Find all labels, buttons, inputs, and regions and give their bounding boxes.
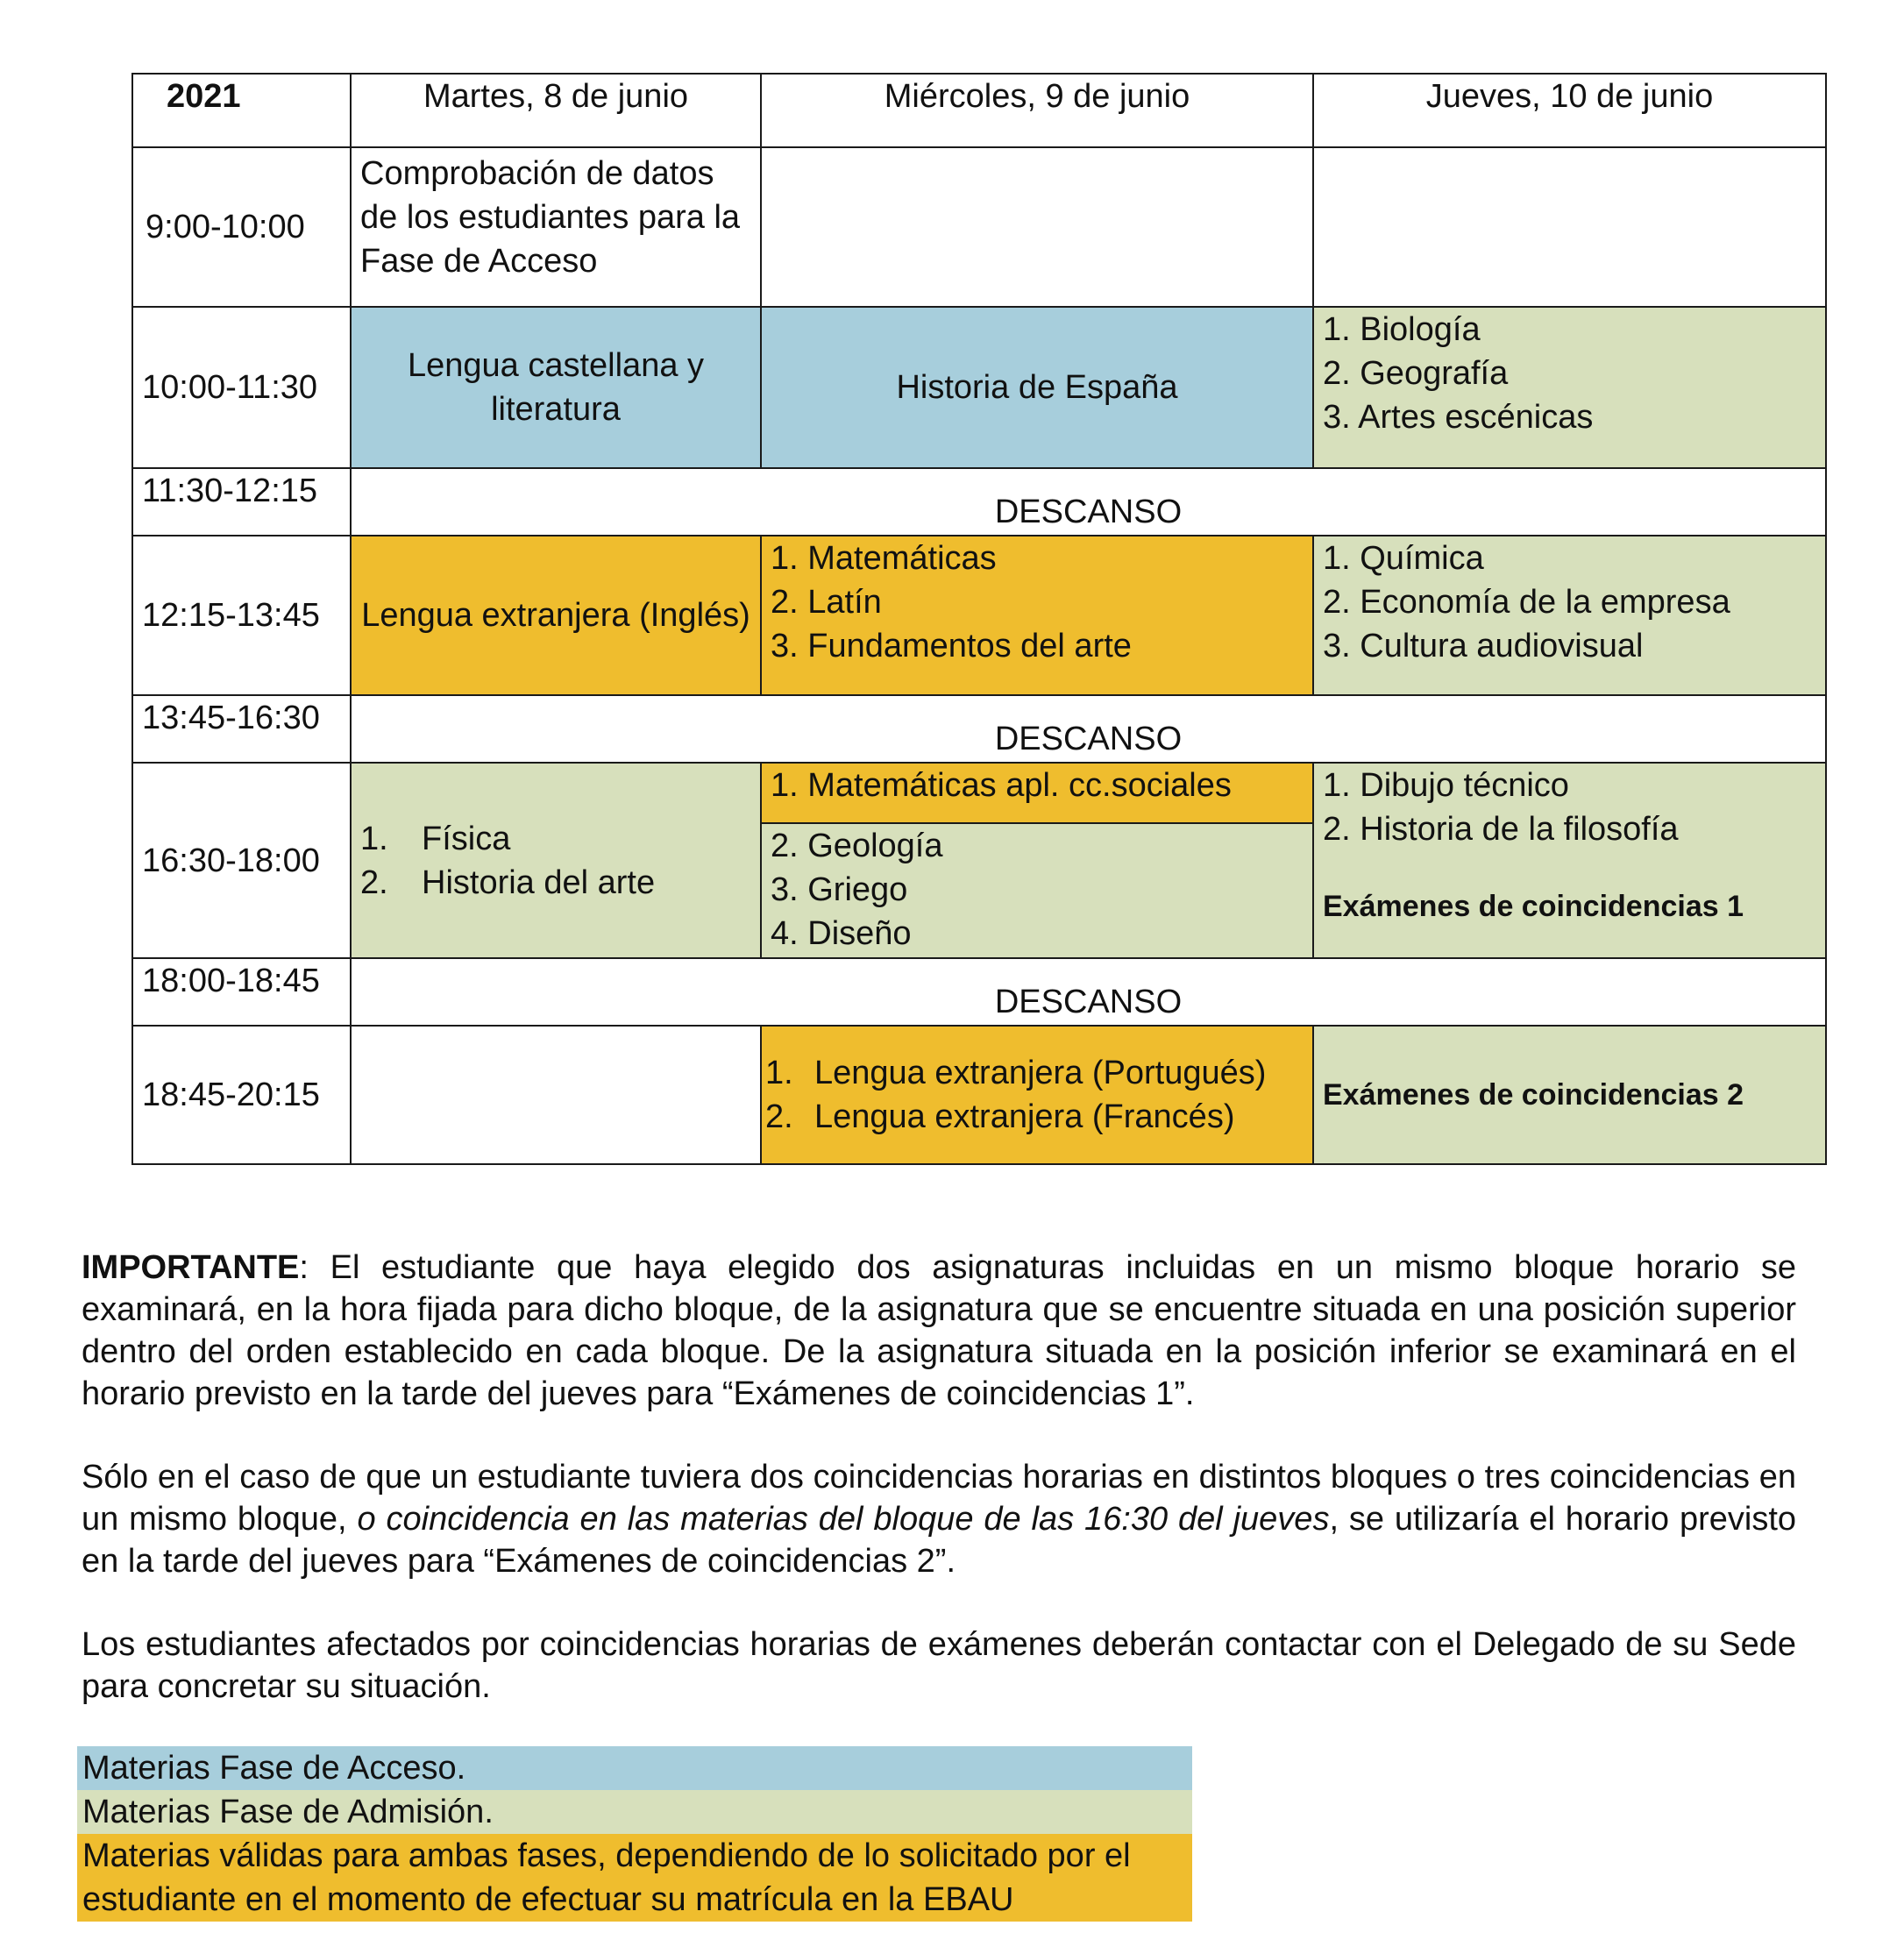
- header-row: [132, 74, 1826, 147]
- coincidence-note: Exámenes de coincidencias 1: [1323, 890, 1744, 923]
- slot-time: 10:00-11:30: [132, 307, 351, 468]
- slot-row: [132, 147, 1826, 307]
- subject-item: 1. Lengua extranjera (Portugués): [765, 1055, 1267, 1091]
- slot-time: 13:45-16:30: [132, 695, 351, 763]
- slot-cell-thursday: [1313, 307, 1826, 468]
- exam-schedule-table: [131, 73, 1827, 1165]
- slot-cell-tuesday: Lengua castellana y literatura: [351, 307, 761, 468]
- slot-cell-thursday: [1313, 763, 1826, 958]
- subject-item: 2. Economía de la empresa: [1323, 584, 1730, 621]
- slot-cell-wednesday-bottom: [761, 823, 1313, 958]
- break-label: DESCANSO: [351, 468, 1826, 536]
- slot-time: 16:30-18:00: [132, 763, 351, 958]
- slot-row: [132, 763, 1826, 823]
- subject-item: 3. Artes escénicas: [1323, 399, 1594, 436]
- subject-item: 3. Cultura audiovisual: [1323, 628, 1644, 664]
- break-label: DESCANSO: [351, 958, 1826, 1026]
- slot-cell-wednesday-empty: [761, 147, 1313, 307]
- italic-emphasis: o coincidencia en las materias del bloque de las 16:30 del jueves: [357, 1501, 1330, 1538]
- legend-admision: Materias Fase de Admisión.: [77, 1790, 1192, 1834]
- slot-cell-wednesday: Historia de España: [761, 307, 1313, 468]
- legend-ambas: Materias válidas para ambas fases, dependiendo de lo solicitado por el estudiante en el momento de efectuar su matrícula en la EBAU: [77, 1834, 1192, 1922]
- color-legend: [77, 1746, 1192, 1922]
- break-row: [132, 695, 1826, 763]
- important-paragraph: IMPORTANTE: El estudiante que haya elegido dos asignaturas incluidas en un mismo bloque horario se examinará, en la hora fijada para dicho bloque, de la asignatura que se encuentre situada en una posición superior dentro del orden establecido en cada bloque. De la asignatura situada en la posición inferior se examinará en el horario previsto en la tarde del jueves para “Exámenes de coincidencias 1”.: [82, 1249, 1796, 1412]
- slot-time: 18:00-18:45: [132, 958, 351, 1026]
- subject-item: 2. Lengua extranjera (Francés): [765, 1098, 1235, 1135]
- subject-item: 4. Diseño: [771, 915, 912, 952]
- slot-time: 11:30-12:15: [132, 468, 351, 536]
- year-cell: 2021: [132, 74, 351, 147]
- subject-item: 2. Historia del arte: [360, 863, 656, 901]
- slot-cell-wednesday: [761, 536, 1313, 695]
- subject-item: 2. Geología: [771, 828, 943, 864]
- subject-item: 3. Griego: [771, 871, 908, 908]
- slot-row: [132, 1026, 1826, 1164]
- slot-cell-tuesday-empty: [351, 1026, 761, 1164]
- slot-cell-tuesday: Comprobación de datos de los estudiantes para la Fase de Acceso: [351, 147, 761, 307]
- subject-item: 1. Matemáticas: [771, 540, 997, 577]
- subject-item: 1. Biología: [1323, 311, 1481, 348]
- day-header-tuesday: Martes, 8 de junio: [351, 74, 761, 147]
- legend-acceso: Materias Fase de Acceso.: [77, 1746, 1192, 1790]
- day-header-wednesday: Miércoles, 9 de junio: [761, 74, 1313, 147]
- slot-time: 9:00-10:00: [132, 147, 351, 307]
- important-label: IMPORTANTE: [82, 1249, 300, 1286]
- subject-item: 1. Dibujo técnico: [1323, 767, 1569, 804]
- break-row: [132, 958, 1826, 1026]
- day-header-thursday: Jueves, 10 de junio: [1313, 74, 1826, 147]
- subject-item: 2. Historia de la filosofía: [1323, 811, 1679, 848]
- subject-item: 3. Fundamentos del arte: [771, 628, 1132, 664]
- slot-cell-wednesday-top: 1. Matemáticas apl. cc.sociales: [761, 763, 1313, 823]
- break-label: DESCANSO: [351, 695, 1826, 763]
- slot-cell-tuesday: Lengua extranjera (Inglés): [351, 536, 761, 695]
- coincidence-paragraph: Sólo en el caso de que un estudiante tuviera dos coincidencias horarias en distintos bloques o tres coincidencias en un mismo bloque, o coincidencia en las materias del bloque de las 16:30 del jueves, se utilizaría el horario previsto en la tarde del jueves para “Exámenes de coincidencias 2”.: [82, 1459, 1797, 1580]
- slot-time: 12:15-13:45: [132, 536, 351, 695]
- slot-cell-tuesday: [351, 763, 761, 958]
- slot-cell-thursday: [1313, 536, 1826, 695]
- slot-time: 18:45-20:15: [132, 1026, 351, 1164]
- slot-row: [132, 536, 1826, 695]
- break-row: [132, 468, 1826, 536]
- slot-cell-wednesday: [761, 1026, 1313, 1164]
- slot-cell-thursday: Exámenes de coincidencias 2: [1313, 1026, 1826, 1164]
- slot-cell-thursday-empty: [1313, 147, 1826, 307]
- contact-paragraph: Los estudiantes afectados por coincidencias horarias de exámenes deberán contactar con el Delegado de su Sede para concretar su situación.: [82, 1626, 1796, 1705]
- slot-row: [132, 307, 1826, 468]
- subject-item: 2. Latín: [771, 584, 882, 621]
- subject-item: 1. Química: [1323, 540, 1484, 577]
- subject-item: 2. Geografía: [1323, 355, 1509, 392]
- subject-item: 1. Física: [360, 820, 511, 857]
